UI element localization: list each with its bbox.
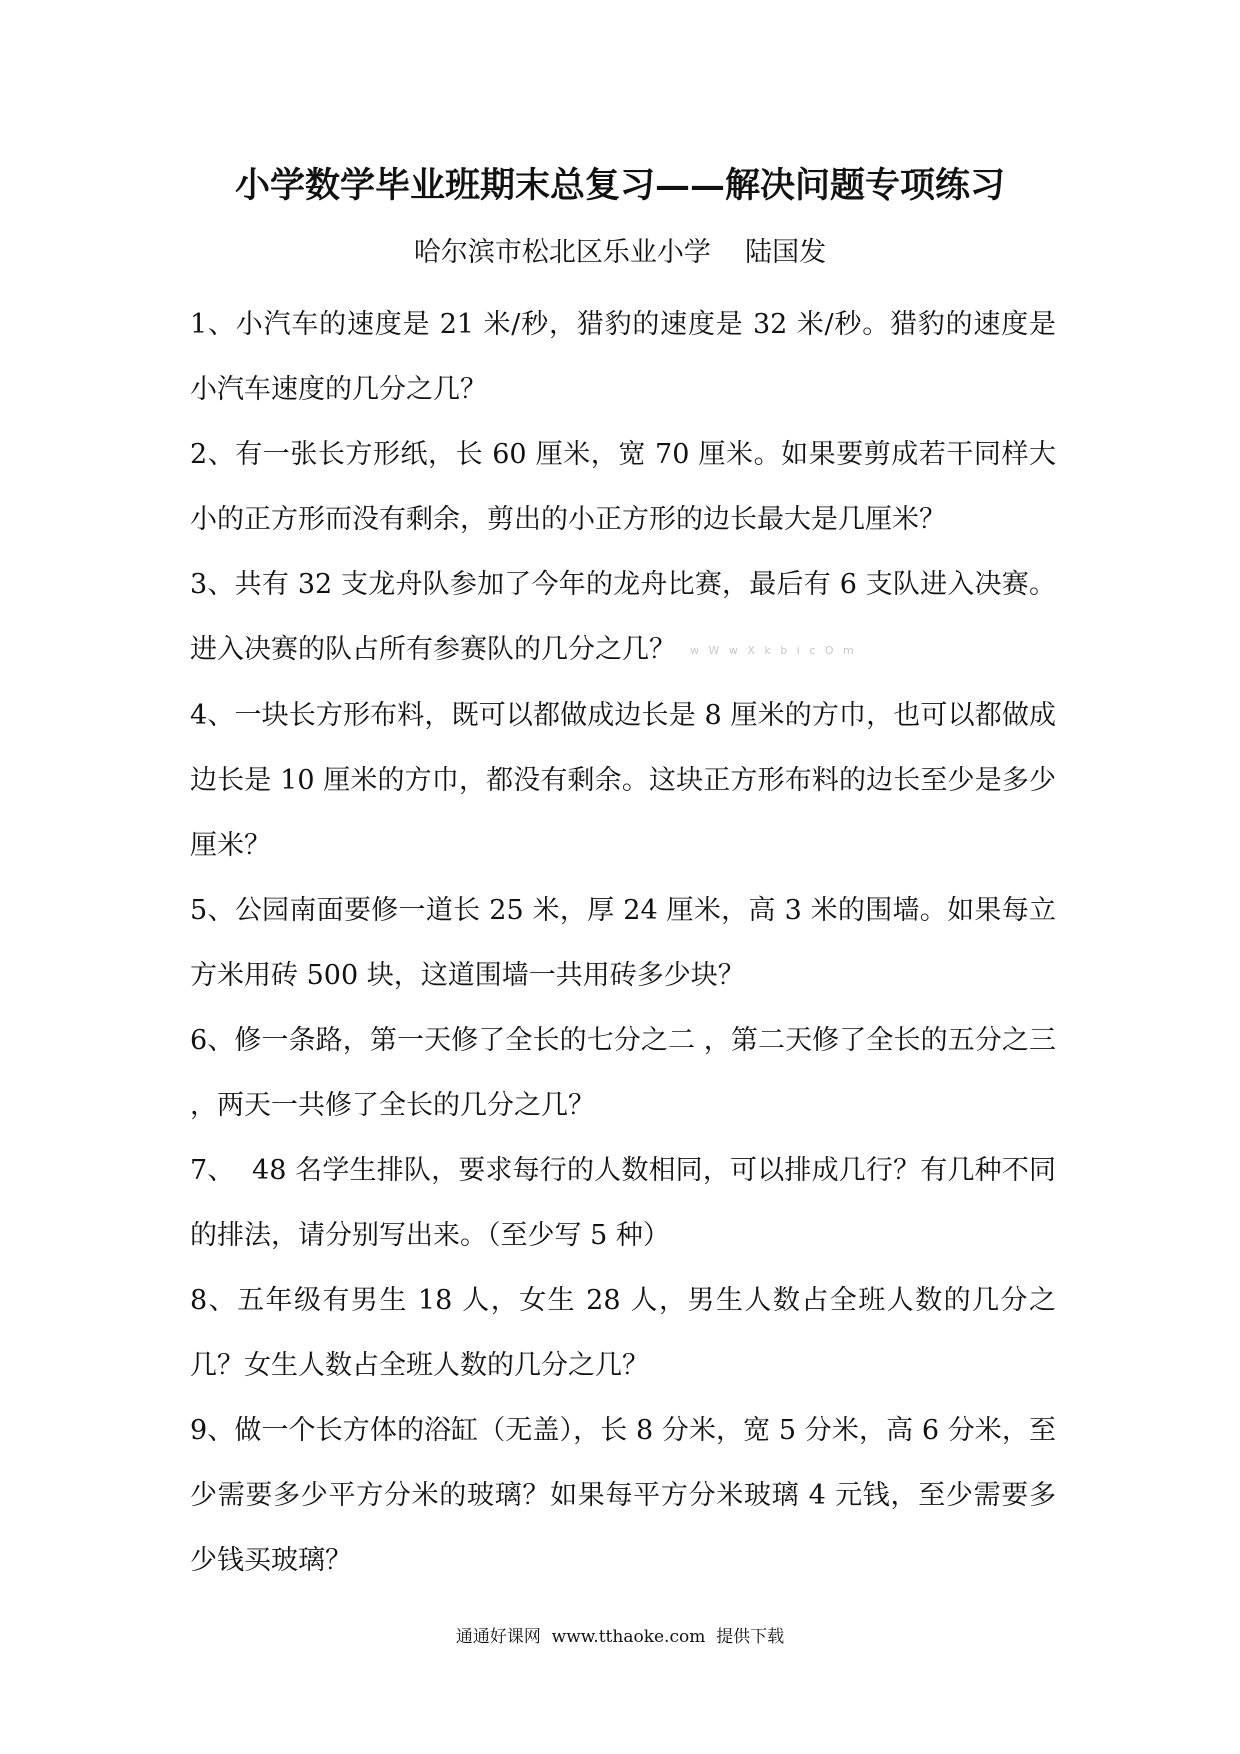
- question-list: [190, 292, 1056, 1593]
- question-4: 4、一块长方形布料，既可以都做成边长是 8 厘米的方巾，也可以都做成边长是 10 厘米的方巾，都没有剩余。这块正方形布料的边长至少是多少厘米？: [190, 700, 1056, 861]
- question-1: 1、小汽车的速度是 21 米/秒，猎豹的速度是 32 米/秒。猎豹的速度是小汽车速度的几分之几？: [190, 309, 1056, 405]
- question-6: 6、修一条路，第一天修了全长的七分之二 ，第二天修了全长的五分之三 ，两天一共修了全长的几分之几？: [190, 1025, 1056, 1121]
- question-2: 2、有一张长方形纸，长 60 厘米，宽 70 厘米。如果要剪成若干同样大小的正方形而没有剩余，剪出的小正方形的边长最大是几厘米？: [190, 439, 1056, 535]
- question-7: 7、 48 名学生排队，要求每行的人数相同，可以排成几行？有几种不同的排法，请分别写出来。（至少写 5 种）: [190, 1155, 1056, 1251]
- watermark: w W w X k b i c O m: [690, 644, 857, 657]
- author-line: 哈尔滨市松北区乐业小学 陆国发: [413, 237, 827, 268]
- question-3-text: 3、共有 32 支龙舟队参加了今年的龙舟比赛，最后有 6 支队进入决赛。进入决赛的队占所有参赛队的几分之几？: [190, 569, 1056, 665]
- question-3: [190, 552, 1056, 683]
- question-8: 8、五年级有男生 18 人，女生 28 人，男生人数占全班人数的几分之几？女生人数占全班人数的几分之几？: [190, 1285, 1056, 1381]
- question-9: 9、做一个长方体的浴缸（无盖），长 8 分米，宽 5 分米，高 6 分米，至少需要多少平方分米的玻璃？如果每平方分米玻璃 4 元钱，至少需要多少钱买玻璃？: [190, 1415, 1056, 1576]
- document-title: 小学数学毕业班期末总复习——解决问题专项练习: [234, 165, 1005, 206]
- footer-source: 通通好课网 www.tthaoke.com 提供下载: [455, 1627, 785, 1647]
- question-5: 5、公园南面要修一道长 25 米，厚 24 厘米，高 3 米的围墙。如果每立方米用砖 500 块，这道围墙一共用砖多少块？: [190, 895, 1056, 991]
